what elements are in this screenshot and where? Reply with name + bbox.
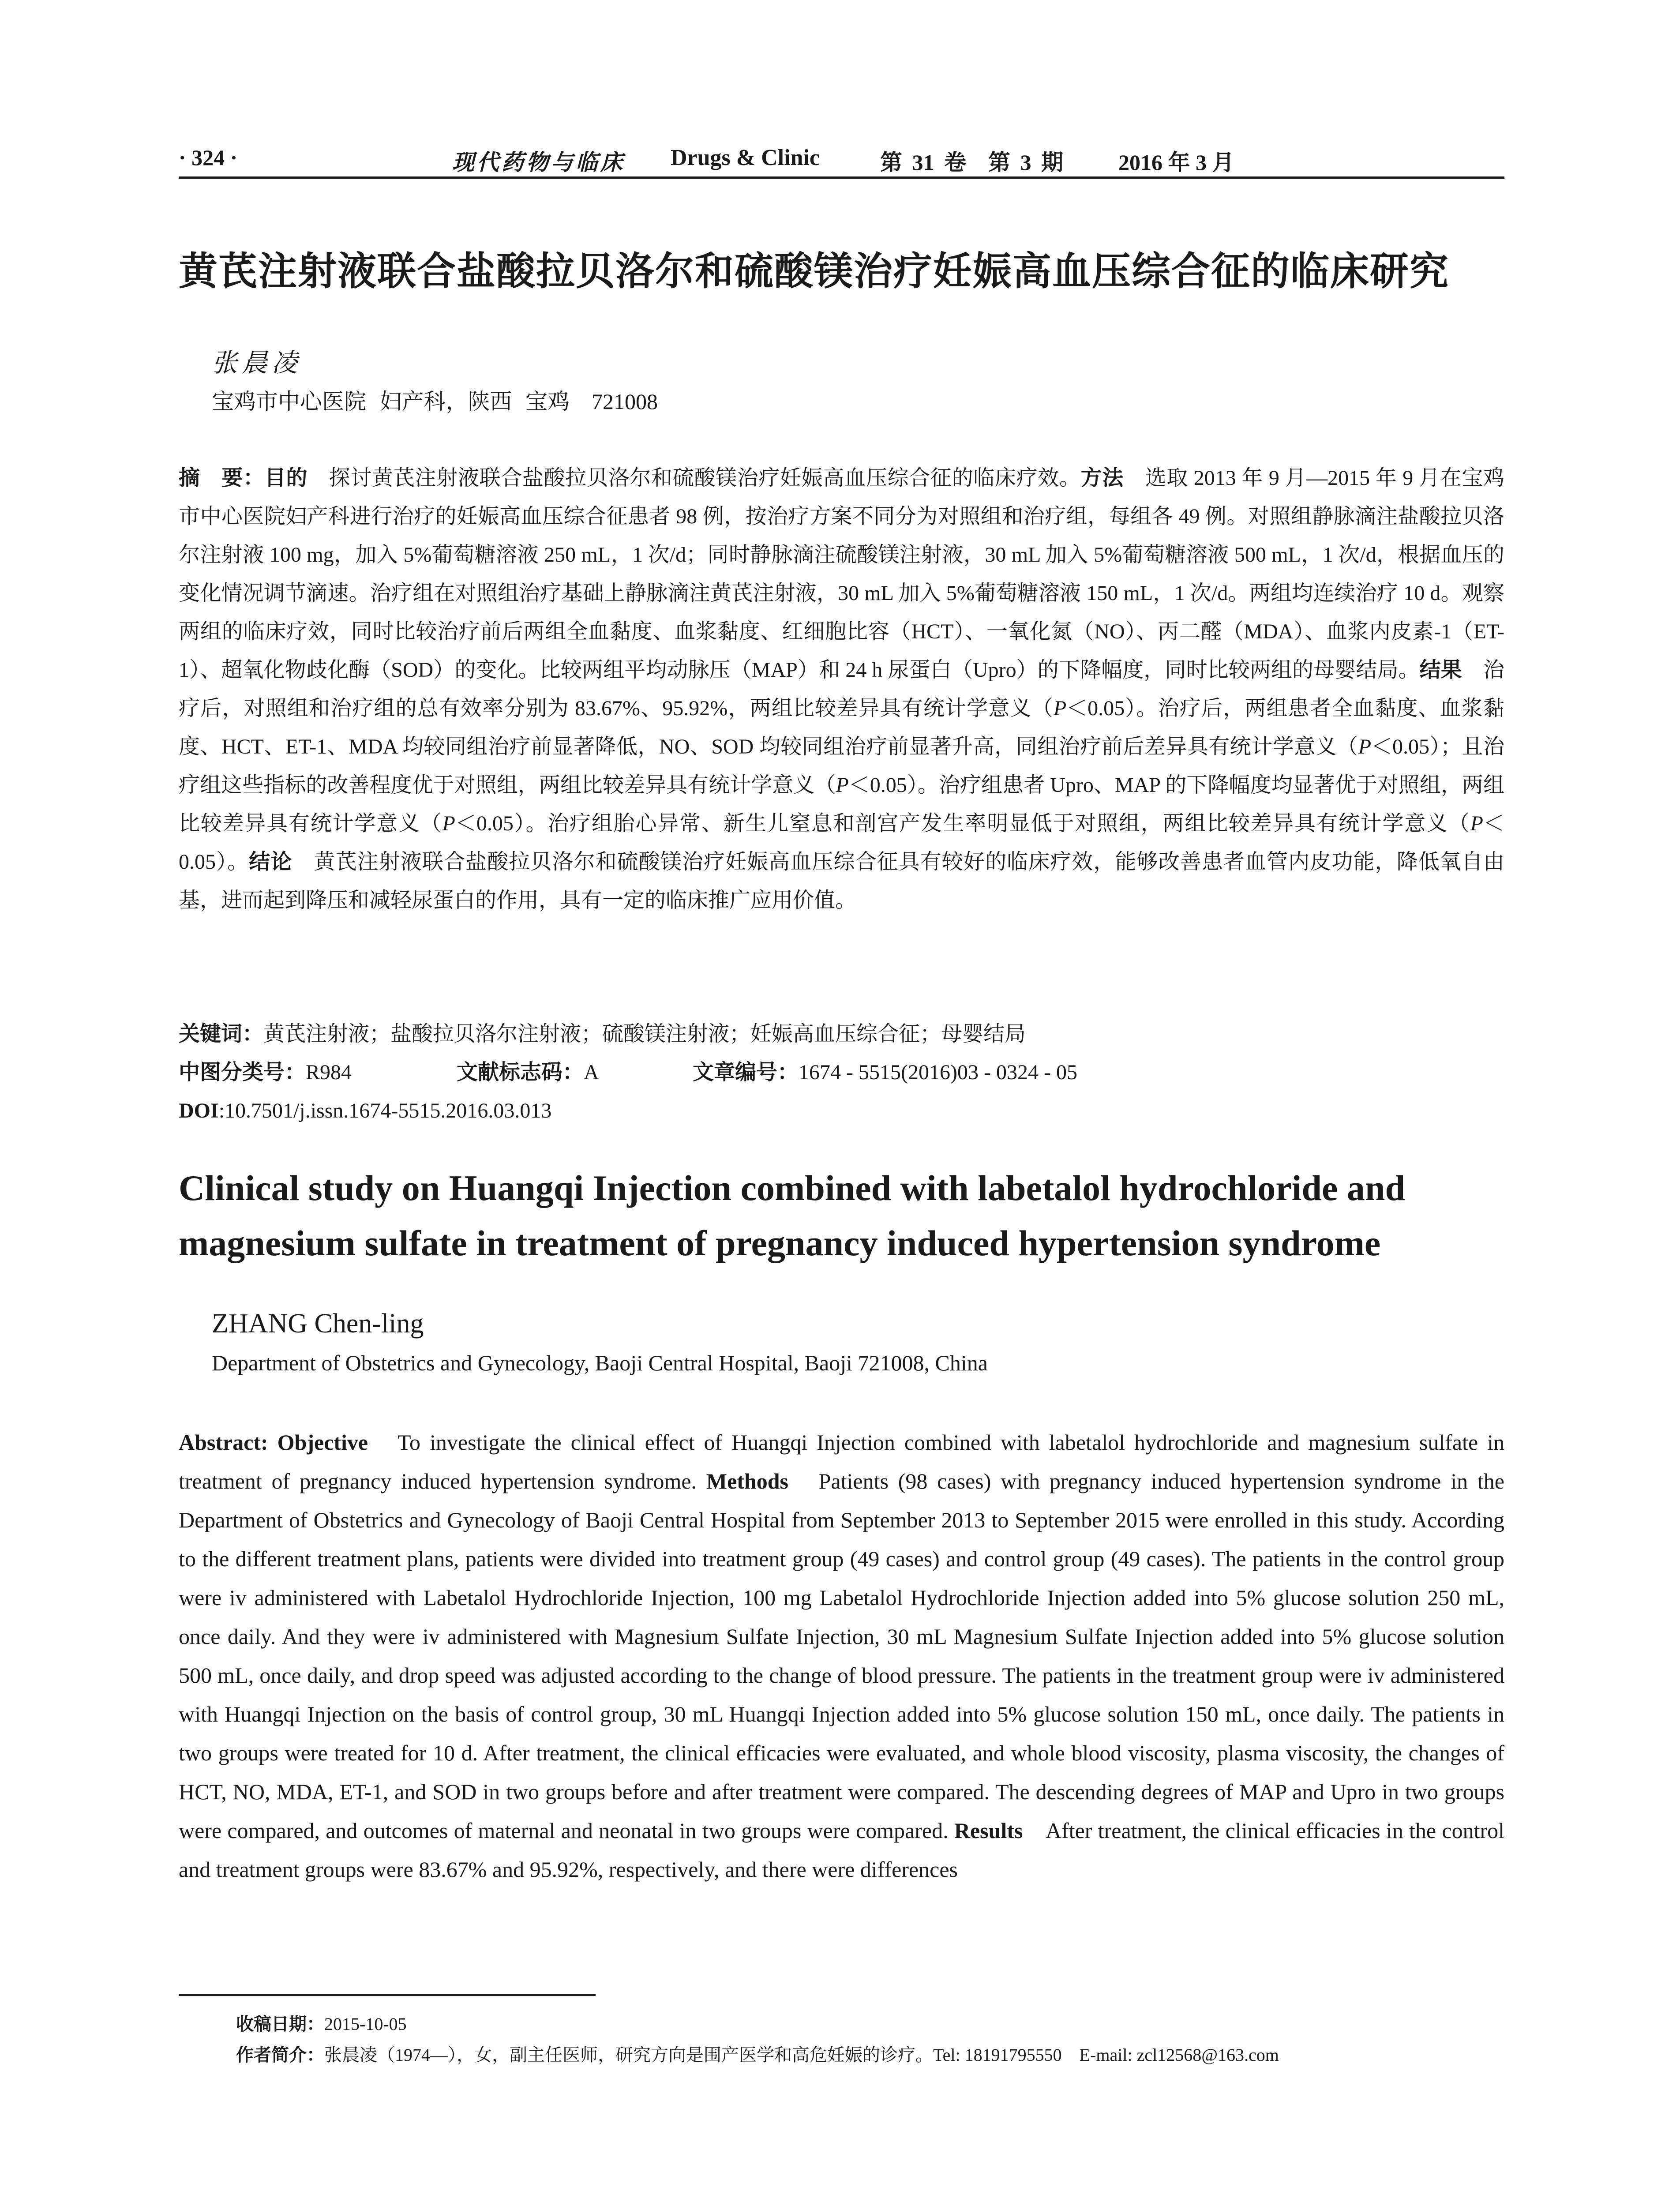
en-methods-text: Patients (98 cases) with pregnancy induced hypertension syndrome in the Department of Obstetrics and Gynecology of Baoji Central Hospital from September 2013 to September 2015 were enrolled in this study. According to the different treatment plans, patients were divided into treatment group (49 cases) and control group (49 cases). The patients in the control group were iv administered with Labetalol Hydrochloride Injection, 100 mg Labetalol Hydrochloride Injection added into 5% glucose solution 250 mL, once daily. And they were iv administered with Magnesium Sulfate Injection, 30 mL Magnesium Sulfate Injection added into 5% glucose solution 500 mL, once daily, and drop speed was adjusted according to the change of blood pressure. The patients in the treatment group were iv administered with Huangqi Injection on the basis of control group, 30 mL Huangqi Injection added into 5% glucose solution 150 mL, once daily. The patients in two groups were treated for 10 d. After treatment, the clinical efficacies were evaluated, and whole blood viscosity, plasma viscosity, the changes of HCT, NO, MDA, ET-1, and SOD in two groups before and after treatment were compared. The descending degrees of MAP and Upro in two groups were compared, and outcomes of maternal and neonatal in two groups were compared. <box>179 1469 1505 1843</box>
author-email[interactable]: E-mail: zcl12568@163.com <box>1079 2045 1279 2065</box>
cn-objective-label: 目的 <box>264 465 308 490</box>
received-label: 收稿日期： <box>236 2014 324 2034</box>
document-code <box>457 1053 599 1092</box>
received-date <box>236 2010 407 2039</box>
p-symbol: P <box>836 773 849 797</box>
author-bio-text: 张晨凌（1974—），女，副主任医师，研究方向是围产医学和高危妊娠的诊疗。Tel: 18191795550 <box>324 2045 1062 2065</box>
cn-results-text-4: ＜0.05）。治疗组患者 Upro、MAP 的下降幅度均显著优于对照组，两组比较差异具有统计学意义（ <box>179 773 1504 835</box>
journal-name-cn: 现代药物与临床 <box>452 150 625 175</box>
cn-classification-row <box>179 1053 1504 1092</box>
cn-conclusion-text: 黄芪注射液联合盐酸拉贝洛尔和硫酸镁治疗妊娠高血压综合征具有较好的临床疗效，能够改善患者血管内皮功能，降低氧自由基，进而起到降压和减轻尿蛋白的作用，具有一定的临床推广应用价值。 <box>179 850 1504 912</box>
article-id <box>693 1053 1077 1092</box>
clc-value: R984 <box>306 1061 352 1084</box>
p-symbol: P <box>1470 812 1483 835</box>
cn-title: 黄芪注射液联合盐酸拉贝洛尔和硫酸镁治疗妊娠高血压综合征的临床研究 <box>179 248 1450 294</box>
cn-results-text-2: ＜0.05）。治疗后，两组患者全血黏度、血浆黏度、HCT、ET-1、MDA 均较同组治疗前显著降低，NO、SOD 均较同组治疗前显著升高，同组治疗前后差异具有统计学意义（ <box>179 697 1504 758</box>
document-code-label: 文献标志码： <box>457 1060 584 1084</box>
en-methods-label: Methods <box>706 1469 788 1493</box>
cn-keywords <box>179 1015 1504 1053</box>
en-results-text: After treatment, the clinical efficacies in the control and treatment groups were 83.67% and 95.92%, respectively, and there were differences <box>179 1818 1505 1882</box>
cn-methods-label: 方法 <box>1080 465 1124 490</box>
doi-label: DOI <box>179 1099 219 1122</box>
cn-keywords-text: 黄芪注射液；盐酸拉贝洛尔注射液；硫酸镁注射液；妊娠高血压综合征；母婴结局 <box>263 1022 1026 1046</box>
clc-label: 中图分类号： <box>179 1060 306 1084</box>
en-abstract <box>179 1423 1504 1889</box>
cn-conclusion-label: 结论 <box>249 849 292 874</box>
cn-methods-text: 选取 2013 年 9 月—2015 年 9 月在宝鸡市中心医院妇产科进行治疗的妊娠高血压综合征患者 98 例，按治疗方案不同分为对照组和治疗组，每组各 49 例。对照组静脉滴注盐酸拉贝洛尔注射液 100 mg，加入 5%葡萄糖溶液 250 mL，1 次/d；同时静脉滴注硫酸镁注射液，30 mL 加入 5%葡萄糖溶液 500 mL，1 次/d，根据血压的变化情况调节滴速。治疗组在对照组治疗基础上静脉滴注黄芪注射液，30 mL 加入 5%葡萄糖溶液 150 mL，1 次/d。两组均连续治疗 10 d。观察两组的临床疗效，同时比较治疗前后两组全血黏度、血浆黏度、红细胞比容（HCT）、一氧化氮（NO）、丙二醛（MDA）、血浆内皮素-1（ET-1）、超氧化物歧化酶（SOD）的变化。比较两组平均动脉压（MAP）和 24 h 尿蛋白（Upro）的下降幅度，同时比较两组的母婴结局。 <box>179 466 1504 682</box>
p-symbol: P <box>1358 735 1372 758</box>
issue-date: 2016 年 3 月 <box>1118 150 1234 175</box>
cn-results-text-3: ＜0.05）；且治疗组这些指标的改善程度优于对照组，两组比较差异具有统计学意义（ <box>179 735 1504 797</box>
volume-issue: 第 31 卷 第 3 期 <box>880 150 1063 175</box>
footnote-rule <box>179 1994 596 1996</box>
clc-number <box>179 1053 352 1092</box>
cn-affiliation: 宝鸡市中心医院 妇产科，陕西 宝鸡 721008 <box>212 389 658 414</box>
cn-keywords-label: 关键词： <box>179 1021 264 1046</box>
running-header <box>179 140 1504 176</box>
article-id-label: 文章编号： <box>693 1060 799 1084</box>
en-results-label: Results <box>954 1818 1023 1843</box>
author-bio-label: 作者简介： <box>236 2045 324 2065</box>
en-title: Clinical study on Huangqi Injection combined with labetalol hydrochloride and magnesium sulfate in treatment of pregnancy induced hypertension syndrome <box>179 1168 1406 1263</box>
page-number: · 324 · <box>179 145 238 170</box>
cn-abstract-label: 摘 要： <box>179 465 265 490</box>
cn-objective-text: 探讨黄芪注射液联合盐酸拉贝洛尔和硫酸镁治疗妊娠高血压综合征的临床疗效。 <box>308 466 1081 490</box>
cn-results-text-5: ＜0.05）。治疗组胎心异常、新生儿窒息和剖宫产发生率明显低于对照组，两组比较差异具有统计学意义（ <box>455 812 1470 835</box>
header-rule <box>179 176 1504 179</box>
cn-abstract <box>179 459 1504 919</box>
doi-value[interactable]: :10.7501/j.issn.1674-5515.2016.03.013 <box>218 1099 552 1122</box>
journal-name-en: Drugs & Clinic <box>671 145 820 170</box>
cn-results-label: 结果 <box>1419 657 1462 682</box>
document-code-value: A <box>584 1061 599 1084</box>
doi-line <box>179 1092 551 1130</box>
en-affiliation: Department of Obstetrics and Gynecology, Baoji Central Hospital, Baoji 721008, China <box>212 1351 988 1375</box>
p-symbol: P <box>1053 697 1067 720</box>
article-id-value: 1674 - 5515(2016)03 - 0324 - 05 <box>799 1061 1077 1084</box>
en-abstract-label: Abstract: Objective <box>179 1430 368 1455</box>
cn-author: 张晨凌 <box>212 349 302 377</box>
received-value: 2015-10-05 <box>324 2014 407 2034</box>
en-objective-text: To investigate the clinical effect of Huangqi Injection combined with labetalol hydrochloride and magnesium sulfate in treatment of pregnancy induced hypertension syndrome. <box>179 1430 1504 1493</box>
author-bio <box>236 2041 1279 2070</box>
cn-results-text-6: ＜0.05）。 <box>179 812 1504 874</box>
cn-results-text-1: 治疗后，对照组和治疗组的总有效率分别为 83.67%、95.92%，两组比较差异具有统计学意义（ <box>179 658 1504 720</box>
p-symbol: P <box>442 812 455 835</box>
en-author: ZHANG Chen-ling <box>212 1309 424 1339</box>
